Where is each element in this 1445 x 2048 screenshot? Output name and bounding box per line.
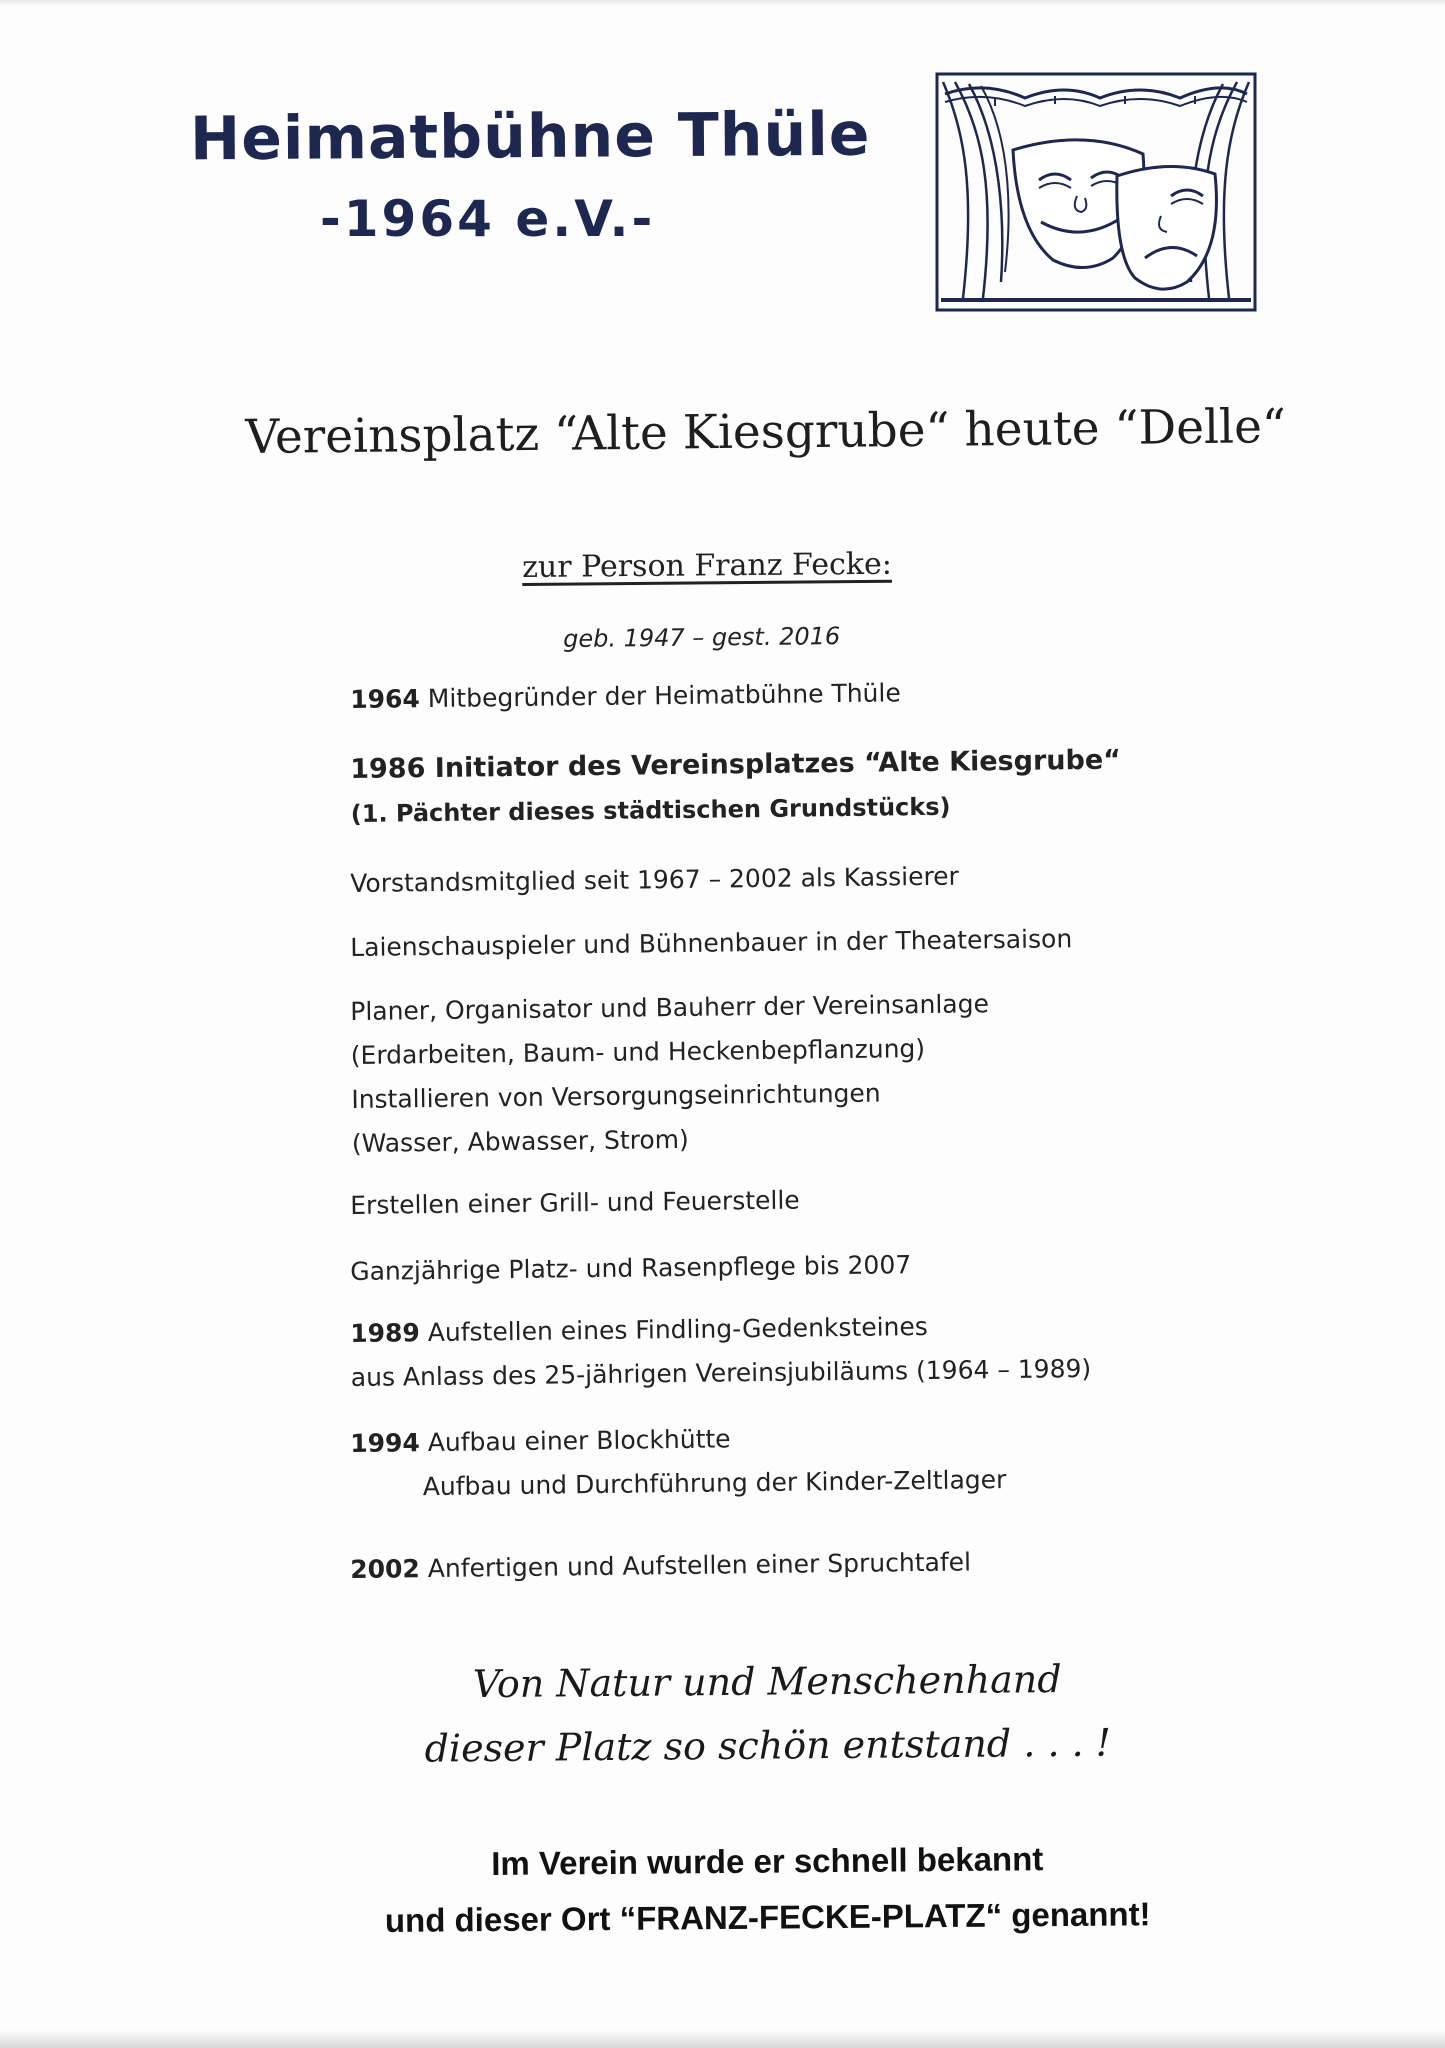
entry-text: (1. Pächter dieses städtischen Grundstücks) [350,792,951,828]
entry-actor: Laienschauspieler und Bühnenbauer in der Theatersaison [350,924,1073,962]
entry-text: Planer, Organisator und Bauherr der Vereinsanlage [350,989,990,1026]
entry-text: Mitbegründer der Heimatbühne Thüle [427,678,901,714]
entry-care: Ganzjährige Platz- und Rasenpflege bis 2007 [350,1250,912,1286]
quote-line: dieser Platz so schön entstand . . . ! [424,1720,1112,1771]
person-subheading: zur Person Franz Fecke: [522,546,893,585]
entry-text: Aufbau und Durchführung der Kinder-Zeltlager [422,1464,1007,1502]
entry-planer [350,982,991,1166]
entry-text: 1986 Initiator des Vereinsplatzes “Alte Kiesgrube“ [350,744,1122,785]
entry-year: 1994 [350,1428,421,1458]
lifespan-text: geb. 1947 – gest. 2016 [563,622,841,653]
entry-text: (Wasser, Abwasser, Strom) [351,1124,689,1158]
entry-grill: Erstellen einer Grill- und Feuerstelle [350,1185,800,1220]
entry-1964 [350,671,901,722]
closing-line: Im Verein wurde er schnell bekannt [491,1840,1044,1883]
organization-name: Heimatbühne Thüle [189,99,871,175]
document-title: Vereinsplatz “Alte Kiesgrube“ heute “Delle“ [245,399,1287,465]
closing-statement [0,1828,1445,1953]
theatre-masks-curtain-icon [935,72,1257,312]
entry-2002 [350,1540,971,1592]
entry-text: Aufbau einer Blockhütte [427,1424,731,1458]
entry-text: aus Anlass des 25-jährigen Vereinsjubiläums (1964 – 1989) [350,1353,1092,1392]
entry-text: (Erdarbeiten, Baum- und Heckenbepflanzung) [350,1033,926,1070]
entry-text: Installieren von Versorgungseinrichtungen [351,1078,881,1114]
entry-1989 [350,1303,1091,1400]
entry-year: 1964 [350,684,421,714]
closing-line: und dieser Ort “FRANZ-FECKE-PLATZ“ genannt! [384,1895,1151,1939]
entry-board: Vorstandsmitglied seit 1967 – 2002 als Kassierer [350,861,960,898]
motto-quote [0,1644,1445,1785]
entry-text: Anfertigen und Aufstellen einer Spruchtafel [427,1547,972,1584]
page-edge-top [0,0,1445,6]
quote-line: Von Natur und Menschenhand [472,1657,1062,1707]
entry-1986 [350,739,1122,836]
entry-year: 2002 [350,1554,421,1584]
entry-1994 [350,1414,1007,1510]
entry-text: Aufstellen eines Findling-Gedenksteines [427,1311,928,1348]
entry-year: 1989 [350,1318,421,1348]
page-edge-bottom [0,2030,1445,2048]
organization-subtitle: -1964 e.V.- [320,190,656,248]
